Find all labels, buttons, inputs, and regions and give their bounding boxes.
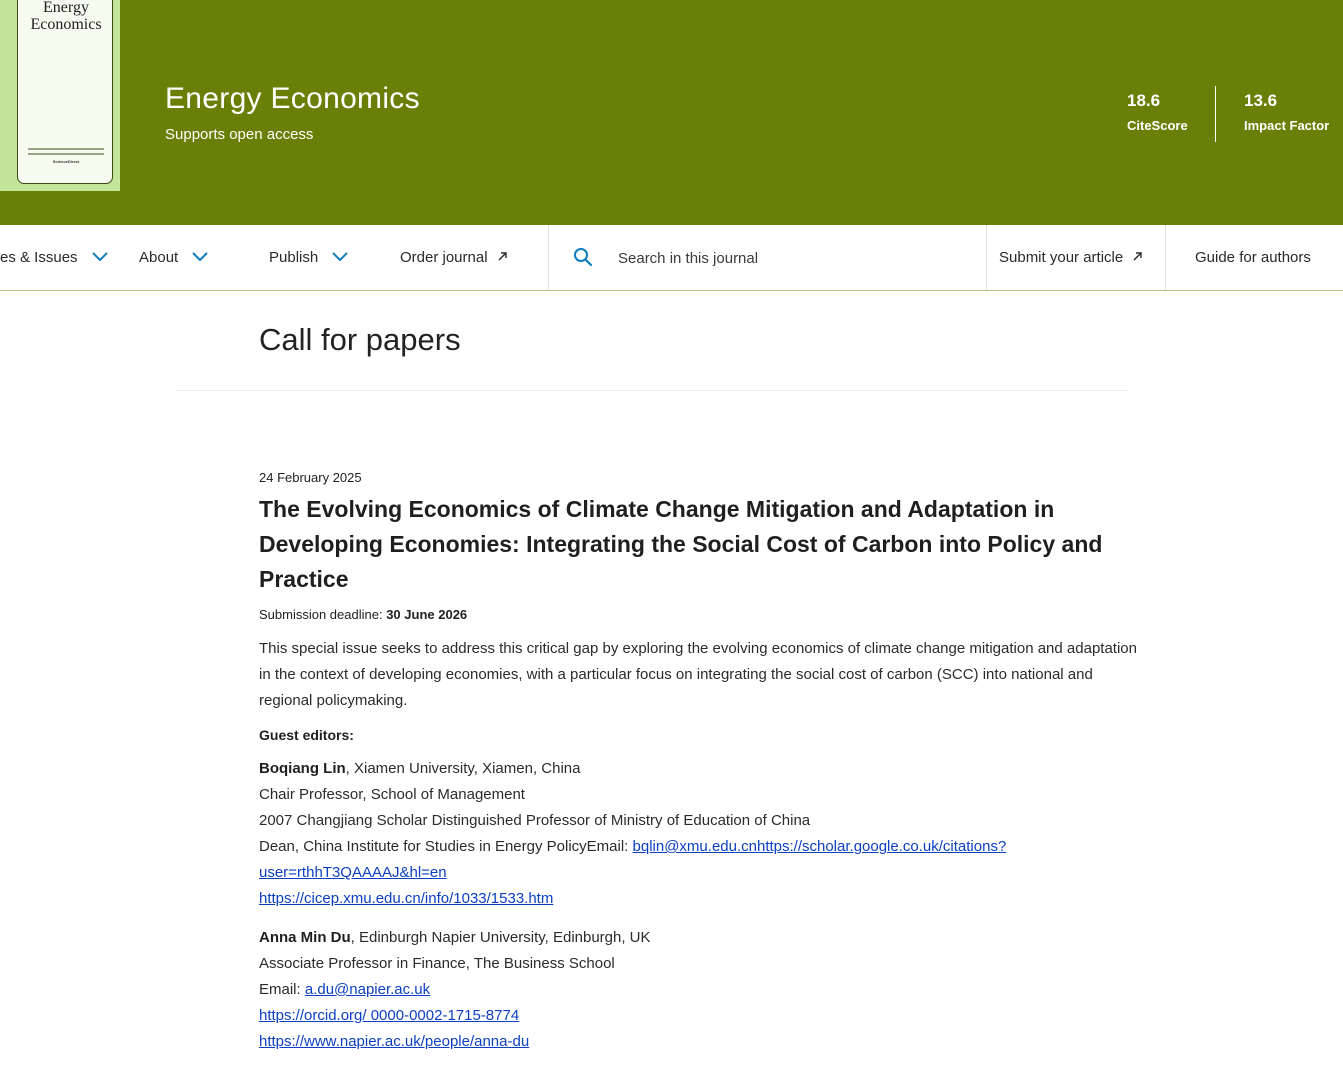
nav-separator <box>986 225 987 290</box>
deadline-label: Submission deadline: <box>259 607 383 622</box>
impact-factor-value: 13.6 <box>1244 91 1278 110</box>
editor-position: Chair Professor, School of Management <box>259 786 525 803</box>
editor-name-line <box>259 756 1139 782</box>
editor-role-email-label: Dean, China Institute for Studies in Energy PolicyEmail: <box>259 838 633 855</box>
chevron-down-icon <box>92 252 108 262</box>
nav-publish-label: Publish <box>269 249 319 266</box>
nav-about[interactable] <box>139 225 208 290</box>
nav-submit-article-label: Submit your article <box>999 249 1124 266</box>
editor-email-label: Email: <box>259 981 305 998</box>
editor-web-line <box>259 1029 1139 1055</box>
publish-date: 24 February 2025 <box>259 470 362 485</box>
guest-editor <box>259 925 1139 1055</box>
cover-fine-print <box>28 148 104 150</box>
citescore-label: CiteScore <box>1127 118 1188 133</box>
editor-affiliation: , Edinburgh Napier University, Edinburgh, UK <box>350 929 651 946</box>
external-link-icon <box>498 252 507 261</box>
editor-name: Boqiang Lin <box>259 760 346 777</box>
open-access-label: Supports open access <box>165 126 314 143</box>
nav-guide-authors[interactable] <box>1195 225 1311 290</box>
editor-position: Associate Professor in Finance, The Business School <box>259 955 615 972</box>
nav-separator <box>1165 225 1166 290</box>
editor-web-link[interactable]: https://www.napier.ac.uk/people/anna-du <box>259 1033 530 1050</box>
heading-divider <box>176 390 1128 391</box>
cover-title-line1: Energy <box>43 0 89 16</box>
journal-title[interactable]: Energy Economics <box>165 82 420 115</box>
cover-title <box>18 0 114 33</box>
journal-header <box>0 0 1343 225</box>
editor-web-line <box>259 886 1139 912</box>
nav-order-journal[interactable] <box>400 225 507 290</box>
editor-orcid-link[interactable]: https://orcid.org/ 0000-0002-1715-8774 <box>259 1007 520 1024</box>
nav-articles-issues[interactable] <box>0 225 108 290</box>
call-for-papers-item <box>259 470 1139 1055</box>
nav-about-label: About <box>139 249 179 266</box>
citescore-metric[interactable] <box>1127 91 1188 133</box>
call-description: This special issue seeks to address this critical gap by exploring the evolving economics of climate change mitigation and adaptation in the context of developing economies, with a particular focus on integrating the social cost of carbon (SCC) into national and regional policymaking. <box>259 640 1137 709</box>
editor-contact <box>259 977 1139 1003</box>
submission-deadline <box>259 607 1139 622</box>
nav-publish[interactable] <box>269 225 348 290</box>
editor-name-line <box>259 925 1139 951</box>
chevron-down-icon <box>332 252 348 262</box>
guest-editor <box>259 756 1139 912</box>
metric-divider <box>1215 86 1216 142</box>
journal-search-input[interactable] <box>608 242 978 274</box>
citescore-value: 18.6 <box>1127 91 1161 110</box>
guest-editors-label: Guest editors: <box>259 727 354 743</box>
nav-articles-issues-label: es & Issues <box>0 249 78 266</box>
editor-email-link[interactable]: a.du@napier.ac.uk <box>304 981 431 998</box>
call-title[interactable]: The Evolving Economics of Climate Change Mitigation and Adaptation in Developing Economies: Integrating the Social Cost of Carbon into Policy and Practice <box>259 496 1103 592</box>
deadline-value: 30 June 2026 <box>386 607 468 622</box>
search-icon[interactable] <box>573 247 593 267</box>
journal-cover-thumbnail[interactable] <box>17 0 113 184</box>
editor-name: Anna Min Du <box>259 929 351 946</box>
nav-order-journal-label: Order journal <box>400 249 488 266</box>
nav-guide-authors-label: Guide for authors <box>1195 249 1311 266</box>
nav-submit-article[interactable] <box>999 225 1142 290</box>
impact-factor-metric[interactable] <box>1244 91 1329 133</box>
external-link-icon <box>1133 252 1142 261</box>
impact-factor-label: Impact Factor <box>1244 118 1330 133</box>
page-title: Call for papers <box>259 322 461 357</box>
cover-title-line2: Economics <box>30 16 102 33</box>
editor-honor: 2007 Changjiang Scholar Distinguished Professor of Ministry of Education of China <box>259 812 811 829</box>
editor-orcid-line <box>259 1003 1139 1029</box>
editor-web-link[interactable]: https://cicep.xmu.edu.cn/info/1033/1533.htm <box>259 890 554 907</box>
chevron-down-icon <box>192 252 208 262</box>
editor-email-link[interactable]: bqlin@xmu.edu.cnhttps://scholar.google.co.uk/citations?user=rthhT3QAAAAJ&hl=en <box>259 838 1007 881</box>
cover-publisher: ScienceDirect <box>52 159 80 164</box>
cover-fine-print <box>28 153 104 155</box>
nav-separator <box>548 225 549 290</box>
editor-affiliation: , Xiamen University, Xiamen, China <box>345 760 581 777</box>
editor-contact <box>259 834 1139 886</box>
